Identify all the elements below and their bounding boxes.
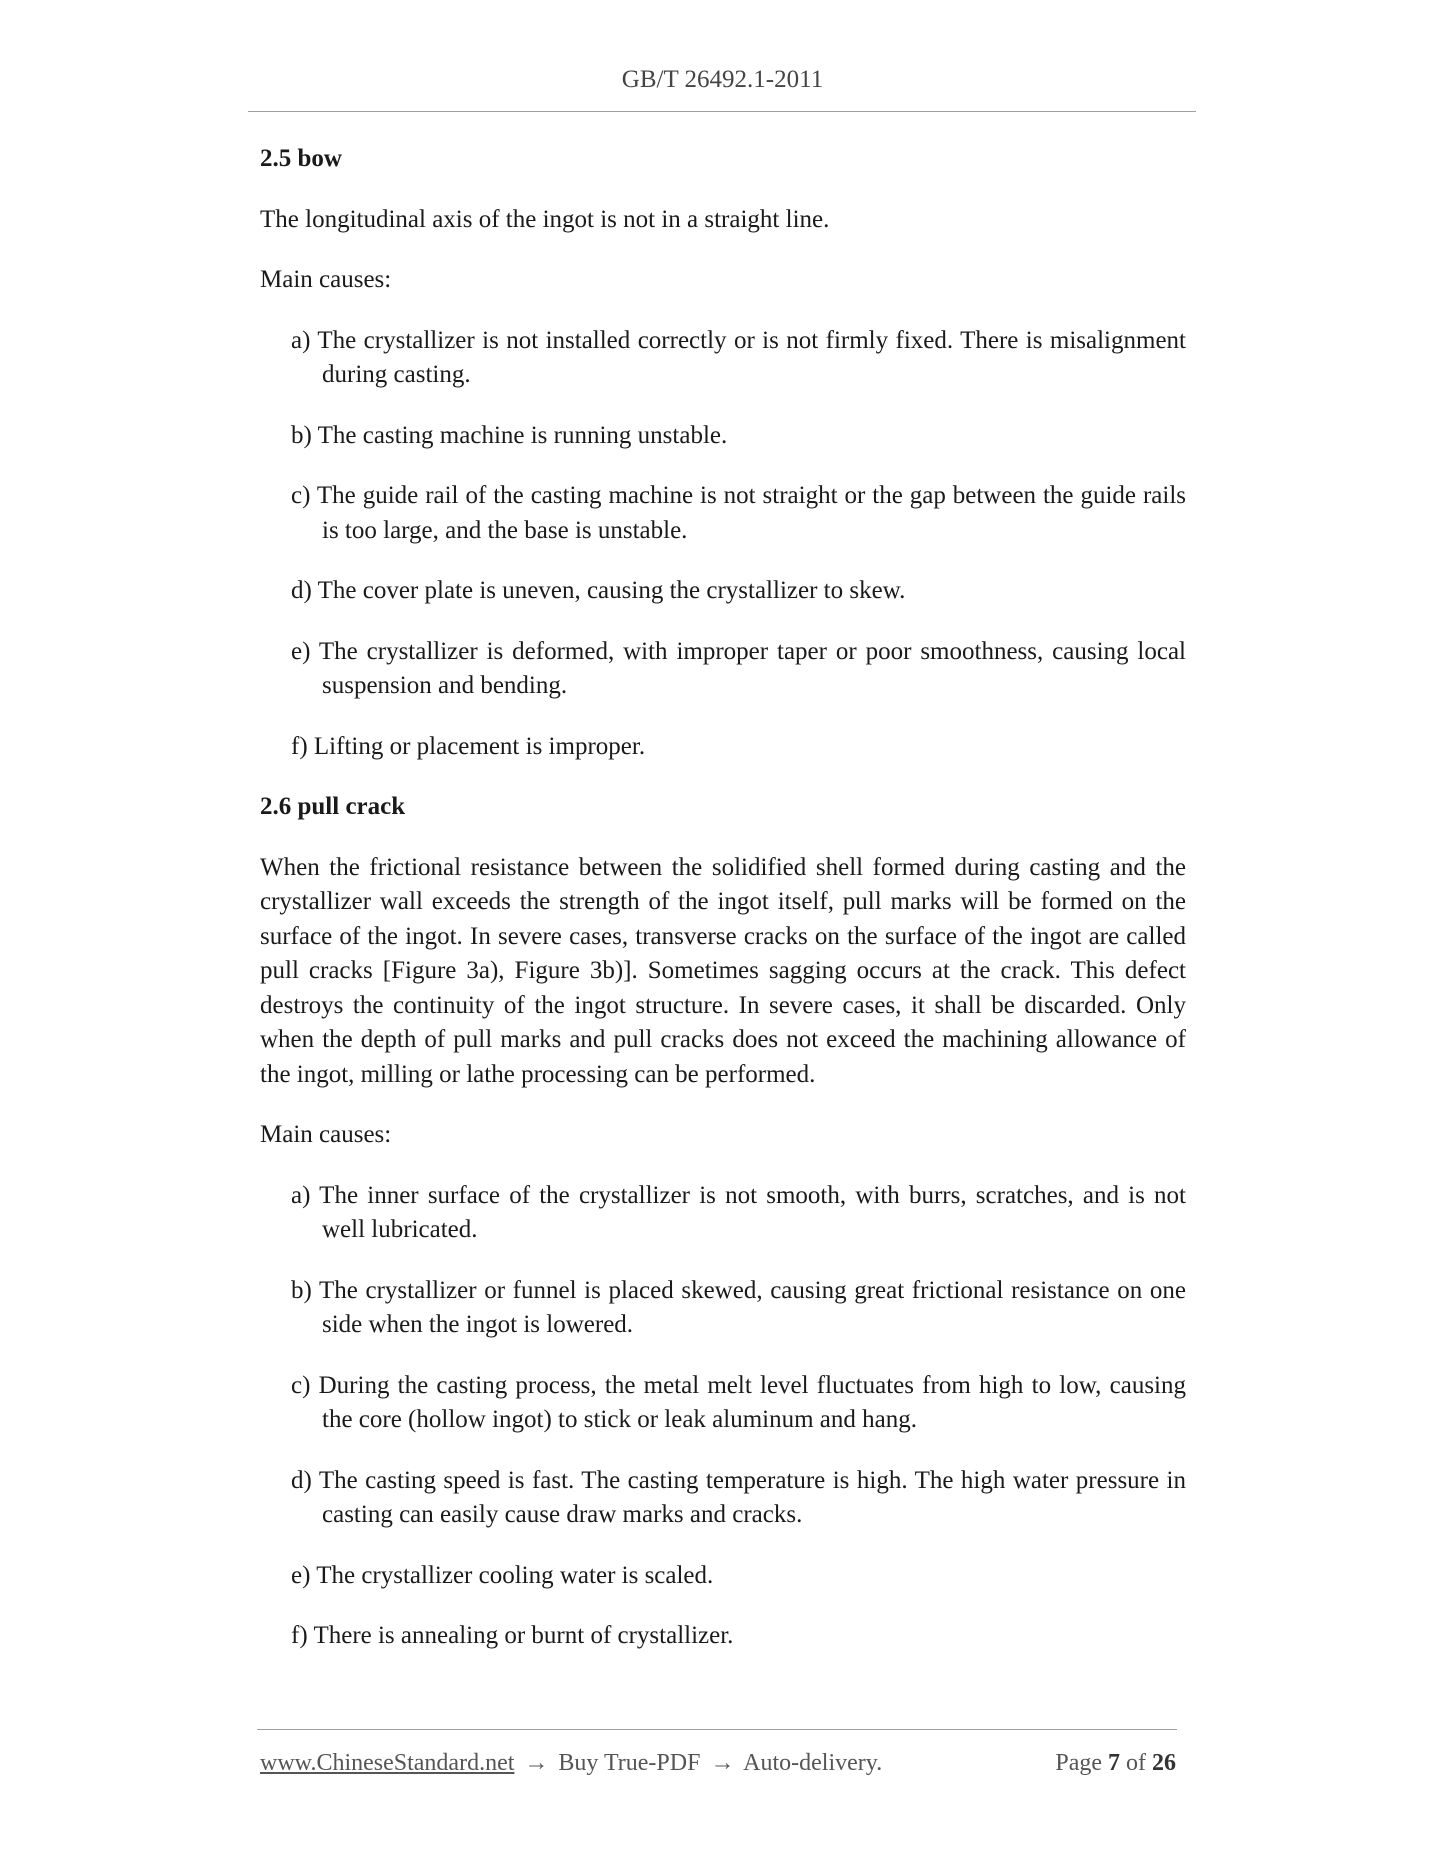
list-item: d) The casting speed is fast. The casting temperature is high. The high water pressure in casting can easily cause draw marks and cracks. <box>291 1466 1186 1528</box>
arrow-right-icon: → <box>524 1750 549 1776</box>
auto-delivery-text: Auto-delivery. <box>743 1750 883 1776</box>
page-label: Page <box>1055 1750 1102 1776</box>
page-footer <box>260 1750 1176 1777</box>
list-item: c) During the casting process, the metal melt level fluctuates from high to low, causing the core (hollow ingot) to stick or leak aluminum and hang. <box>291 1371 1186 1433</box>
list-item: b) The casting machine is running unstable. <box>291 421 728 449</box>
section-pull-crack-definition: When the frictional resistance between the solidified shell formed during casting and the crystallizer wall exceeds the strength of the ingot itself, pull marks will be formed on the surface of the ingot. In severe cases, transverse cracks on the surface of the ingot are called pull cracks [Figure 3a), Figure 3b)]. Sometimes sagging occurs at the crack. This defect destroys the continuity of the ingot structure. In severe cases, it shall be discarded. Only when the depth of pull marks and pull cracks does not exceed the machining allowance of the ingot, milling or lathe processing can be performed. <box>260 853 1186 1088</box>
list-item: e) The crystallizer is deformed, with improper taper or poor smoothness, causing local suspension and bending. <box>291 637 1186 699</box>
list-item: d) The cover plate is uneven, causing the crystallizer to skew. <box>291 577 906 604</box>
list-item: e) The crystallizer cooling water is scaled. <box>291 1561 714 1589</box>
list-item: c) The guide rail of the casting machine is not straight or the gap between the guide rails is too large, and the base is unstable. <box>291 482 1186 544</box>
list-item: a) The inner surface of the crystallizer is not smooth, with burrs, scratches, and is not well lubricated. <box>291 1181 1186 1243</box>
header-divider <box>248 111 1196 112</box>
arrow-right-icon: → <box>710 1750 735 1776</box>
page-current: 7 <box>1108 1750 1120 1776</box>
page-indicator <box>1055 1750 1176 1777</box>
list-item: f) Lifting or placement is improper. <box>291 732 646 760</box>
section-pull-crack-causes-label: Main causes: <box>260 1121 392 1148</box>
page-header-title: GB/T 26492.1-2011 <box>621 66 824 93</box>
section-bow-causes-label: Main causes: <box>260 266 392 293</box>
section-bow-definition: The longitudinal axis of the ingot is not in a straight line. <box>260 205 830 233</box>
list-item: a) The crystallizer is not installed correctly or is not firmly fixed. There is misalignment during casting. <box>291 326 1186 388</box>
section-pull-crack-causes-list <box>260 1179 1186 1654</box>
section-title-pull-crack: 2.6 pull crack <box>260 793 406 820</box>
buy-true-pdf-text: Buy True-PDF <box>558 1750 701 1776</box>
section-title-bow: 2.5 bow <box>260 145 342 172</box>
list-item: b) The crystallizer or funnel is placed skewed, causing great frictional resistance on one side when the ingot is lowered. <box>291 1276 1186 1338</box>
footer-divider <box>257 1729 1177 1730</box>
section-bow-causes-list <box>260 324 1186 765</box>
document-body <box>260 142 1186 1680</box>
list-item: f) There is annealing or burnt of crystallizer. <box>291 1622 734 1649</box>
chinese-standard-link[interactable]: www.ChineseStandard.net <box>260 1750 515 1776</box>
page-of-label: of <box>1126 1750 1146 1776</box>
page-total: 26 <box>1152 1750 1176 1776</box>
